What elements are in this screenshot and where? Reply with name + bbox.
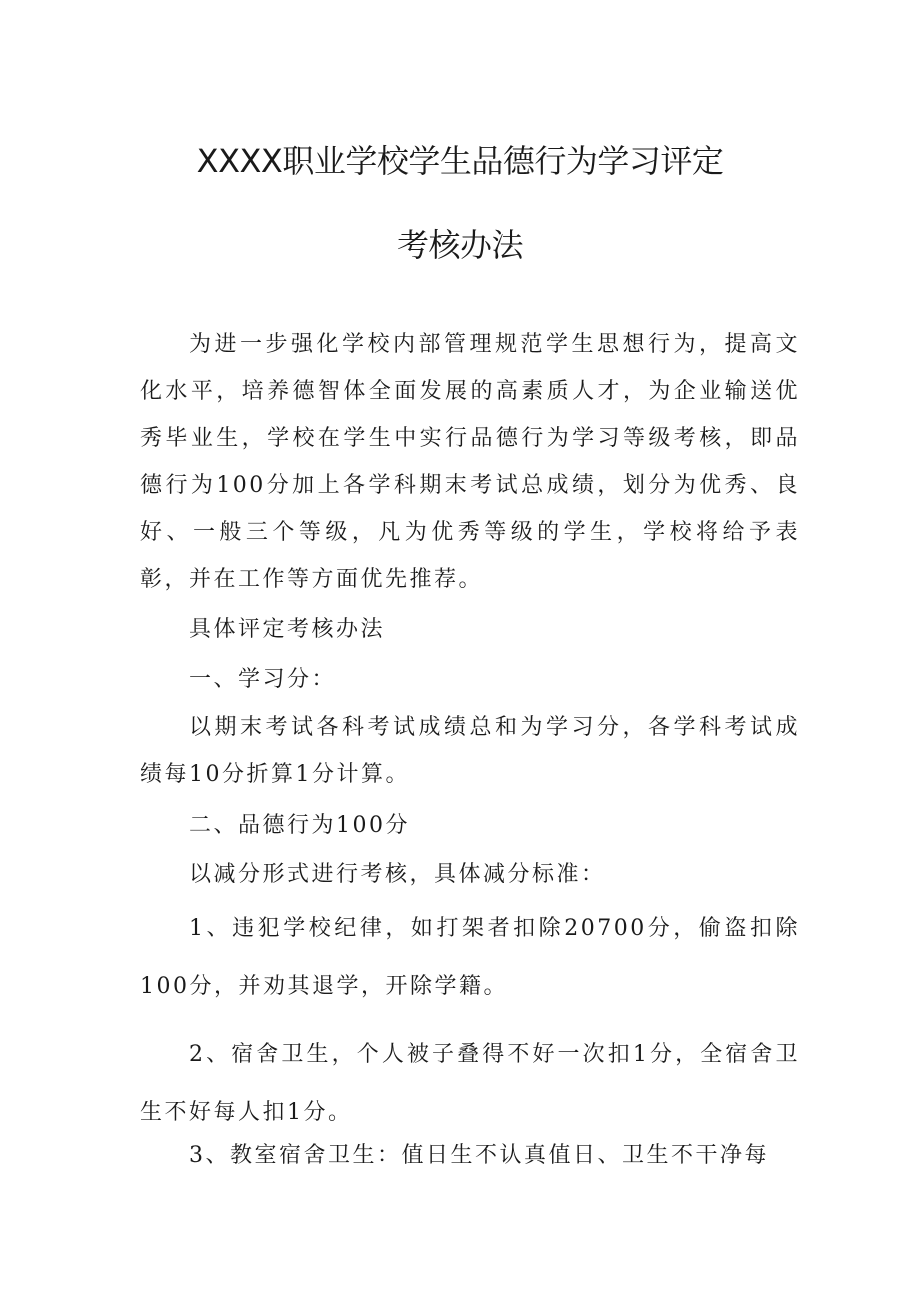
subtitle: 具体评定考核办法 (189, 617, 386, 642)
intro-paragraph: 为进一步强化学校内部管理规范学生思想行为，提高文化水平，培养德智体全面发展的高素质人才，为企业输送优秀毕业生，学校在学生中实行品德行为学习等级考核，即品德行为100分加上各学科期末考试总成绩，划分为优秀、良好、一般三个等级，凡为优秀等级的学生，学校将给予表彰，并在工作等方面优先推荐。 (140, 332, 800, 592)
rule-3: 3、教室宿舍卫生：值日生不认真值日、卫生不干净每 (189, 1143, 769, 1168)
section2-intro: 以减分形式进行考核，具体减分标准： (189, 862, 606, 887)
rule-1: 1、违犯学校纪律，如打架者扣除20700分，偷盗扣除100分，并劝其退学，开除学籍。 (140, 916, 800, 999)
document-title-line2: 考核办法 (396, 226, 523, 264)
document-title-line1: XXXX职业学校学生品德行为学习评定 (196, 142, 724, 180)
rule-2: 2、宿舍卫生，个人被子叠得不好一次扣1分，全宿舍卫生不好每人扣1分。 (140, 1042, 800, 1125)
section1-heading: 一、学习分： (189, 667, 337, 692)
section1-body: 以期末考试各科考试成绩总和为学习分，各学科考试成绩每10分折算1分计算。 (140, 715, 800, 787)
section2-heading: 二、品德行为100分 (189, 813, 410, 838)
